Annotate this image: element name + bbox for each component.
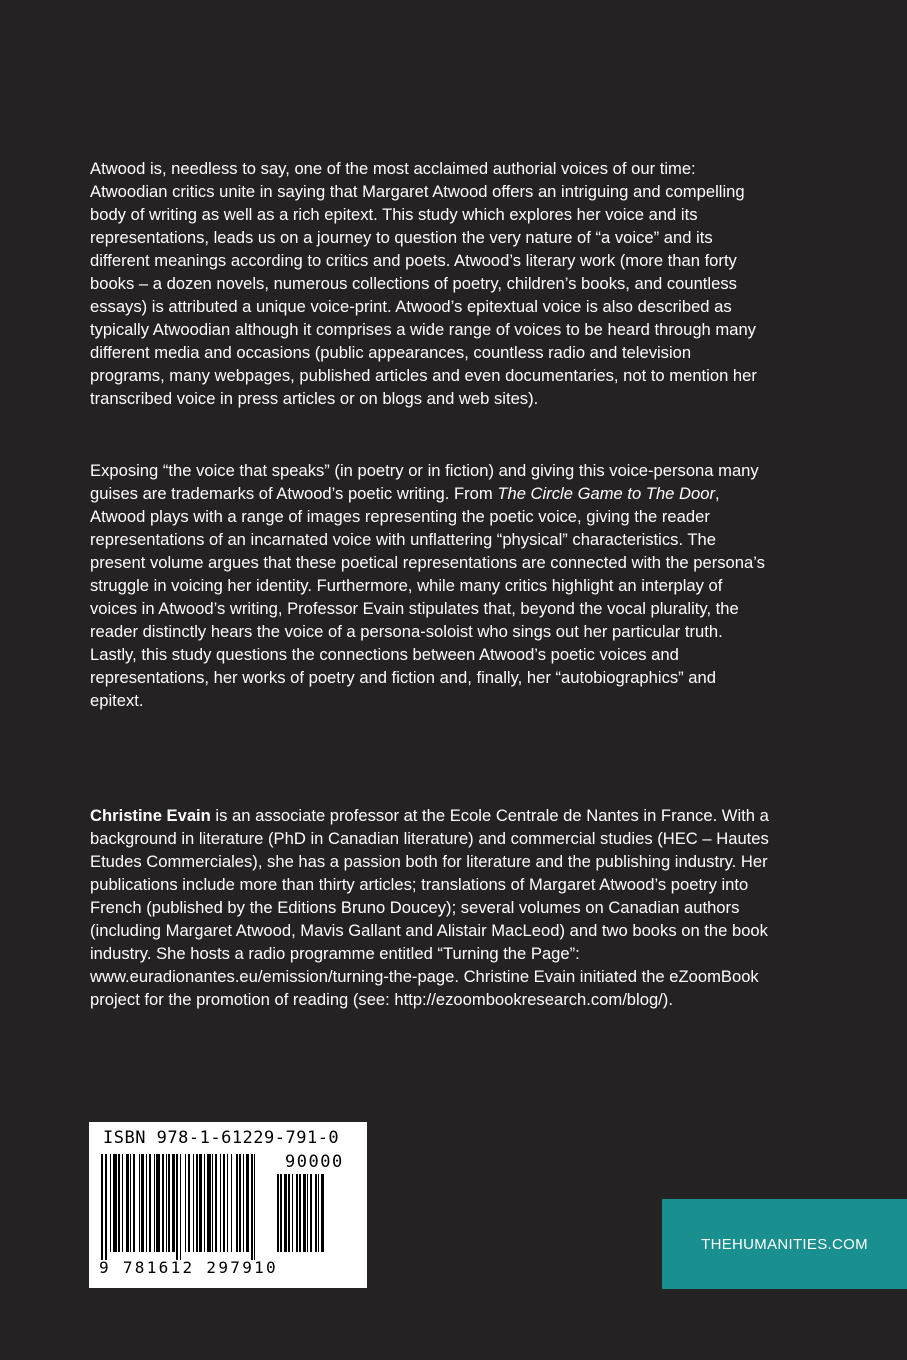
author-name: Christine Evain: [90, 806, 211, 825]
barcode-bar: [318, 1174, 319, 1252]
barcode-bar: [130, 1154, 131, 1252]
barcode-bar: [196, 1154, 198, 1252]
description-paragraph-2-italic-titles: The Circle Game to The Door: [497, 484, 715, 503]
barcode-bar: [188, 1154, 190, 1252]
barcode-bar: [310, 1174, 312, 1252]
barcode-bar: [251, 1154, 253, 1260]
barcode-bar: [185, 1154, 186, 1252]
barcode-addon-bars: [277, 1174, 355, 1260]
barcode-bar: [215, 1154, 217, 1252]
description-paragraph-2-start: Exposing “the voice that speaks” (in poetry or in fiction) and giving this voice-persona many guises are trademarks of Atwood’s poetic writing. From: [90, 461, 759, 503]
barcode-bar: [280, 1174, 282, 1252]
barcode-bar: [146, 1154, 147, 1252]
barcode-bar: [168, 1154, 170, 1252]
barcode-bar: [172, 1154, 175, 1252]
description-paragraph-2-end: , Atwood plays with a range of images representing the poetic voice, giving the reader representations of an incarnated voice with unflattering “physical” characteristics. The present volume argues that these poetical representations are connected with the persona’s struggle in voicing her identity. Furthermore, while many critics highlight an interplay of voices in Atwood’s writing, Professor Evain stipulates that, beyond the vocal plurality, the reader distinctly hears the voice of a persona-soloist who sings out her particular truth. Lastly, this study questions the connections between Atwood’s poetic voices and representations, her works of poetry and fiction and, finally, her “autobiographics” and epitext.: [90, 484, 765, 710]
description-paragraph-1-text: Atwood is, needless to say, one of the most acclaimed authorial voices of our time: Atwoodian critics unite in saying that Margaret Atwood offers an intriguing and compelling body of writing as well as a rich epitext. This study which explores her voice and its representations, leads us on a journey to question the very nature of “a voice” and its different meanings according to critics and poets. Atwood’s literary work (more than forty books – a dozen novels, numerous collections of poetry, children’s books, and countless essays) is attributed a unique voice-print. Atwood’s epitextual voice is also described as typically Atwoodian although it comprises a wide range of voices to be heard through many different media and occasions (public appearances, countless radio and television programs, many webpages, published articles and even documentaries, not to mention her transcribed voice in press articles or on blogs and web sites).: [90, 159, 757, 408]
barcode-bar: [292, 1174, 293, 1252]
author-bio-text: is an associate professor at the Ecole Centrale de Nantes in France. With a background in literature (PhD in Canadian literature) and commercial studies (HEC – Hautes Etudes Commerciales), she has a passion both for literature and the publishing industry. Her publications include more than thirty articles; translations of Margaret Atwood’s poetry into French (published by the Editions Bruno Doucey); several volumes on Canadian authors (including Margaret Atwood, Mavis Gallant and Alistair MacLeod) and two books on the book industry. She hosts a radio programme entitled “Turning the Page”: www.euradionantes.eu/emission/turning-the-page. Christine Evain initiated the eZoomBook project for the promotion of reading (see: http://ezoombookresearch.com/blog/).: [90, 806, 769, 1009]
barcode-bar: [207, 1154, 211, 1252]
barcode-bar: [303, 1174, 306, 1252]
barcode-bar: [105, 1154, 107, 1260]
barcode-bar: [239, 1154, 241, 1252]
isbn-label: ISBN 978-1-61229-791-0: [103, 1128, 340, 1148]
barcode-bar: [236, 1154, 238, 1252]
barcode-bar: [231, 1154, 232, 1252]
barcode-bar: [176, 1154, 178, 1260]
barcode-bar: [166, 1154, 167, 1252]
barcode-bar: [284, 1174, 287, 1252]
barcode-bar: [193, 1154, 194, 1252]
barcode-bar: [254, 1154, 255, 1260]
barcode-bar: [149, 1154, 151, 1252]
description-paragraph-2: [90, 459, 770, 712]
barcode-bar: [296, 1174, 298, 1252]
description-paragraph-1: [90, 157, 770, 410]
ean-digits: 9 781612 297910: [99, 1258, 278, 1277]
barcode-bar: [141, 1154, 144, 1252]
barcode-bar: [243, 1154, 244, 1252]
barcode-bar: [315, 1174, 317, 1252]
barcode-bar: [122, 1154, 123, 1252]
barcode-bar: [133, 1154, 135, 1252]
barcode-main-bars: [101, 1154, 273, 1260]
barcode-bar: [180, 1154, 181, 1260]
barcode-bar: [118, 1154, 120, 1252]
barcode-bar: [288, 1174, 290, 1252]
barcode-bar: [204, 1154, 205, 1252]
barcode-bar: [126, 1154, 129, 1252]
barcode-bar: [162, 1154, 164, 1252]
barcode-bar: [220, 1154, 221, 1252]
barcode-bar: [199, 1154, 202, 1252]
barcode-bar: [307, 1174, 308, 1252]
publisher-website-box: [662, 1199, 907, 1289]
barcode-bar: [246, 1154, 249, 1252]
isbn-barcode: [89, 1122, 367, 1288]
barcode-addon-code: 90000: [285, 1152, 344, 1172]
barcode-bar: [212, 1154, 213, 1252]
barcode-bar: [139, 1154, 140, 1252]
barcode-bar: [101, 1154, 103, 1260]
barcode-bar: [110, 1154, 111, 1252]
barcode-bar: [223, 1154, 225, 1252]
barcode-bar: [299, 1174, 301, 1252]
author-bio: [90, 804, 770, 1011]
barcode-bar: [277, 1174, 279, 1252]
publisher-website: THEHUMANITIES.COM: [701, 1235, 868, 1253]
barcode-bar: [321, 1174, 324, 1252]
barcode-bar: [156, 1154, 160, 1252]
barcode-bar: [227, 1154, 228, 1252]
barcode-bar: [154, 1154, 155, 1252]
barcode-bar: [113, 1154, 117, 1252]
